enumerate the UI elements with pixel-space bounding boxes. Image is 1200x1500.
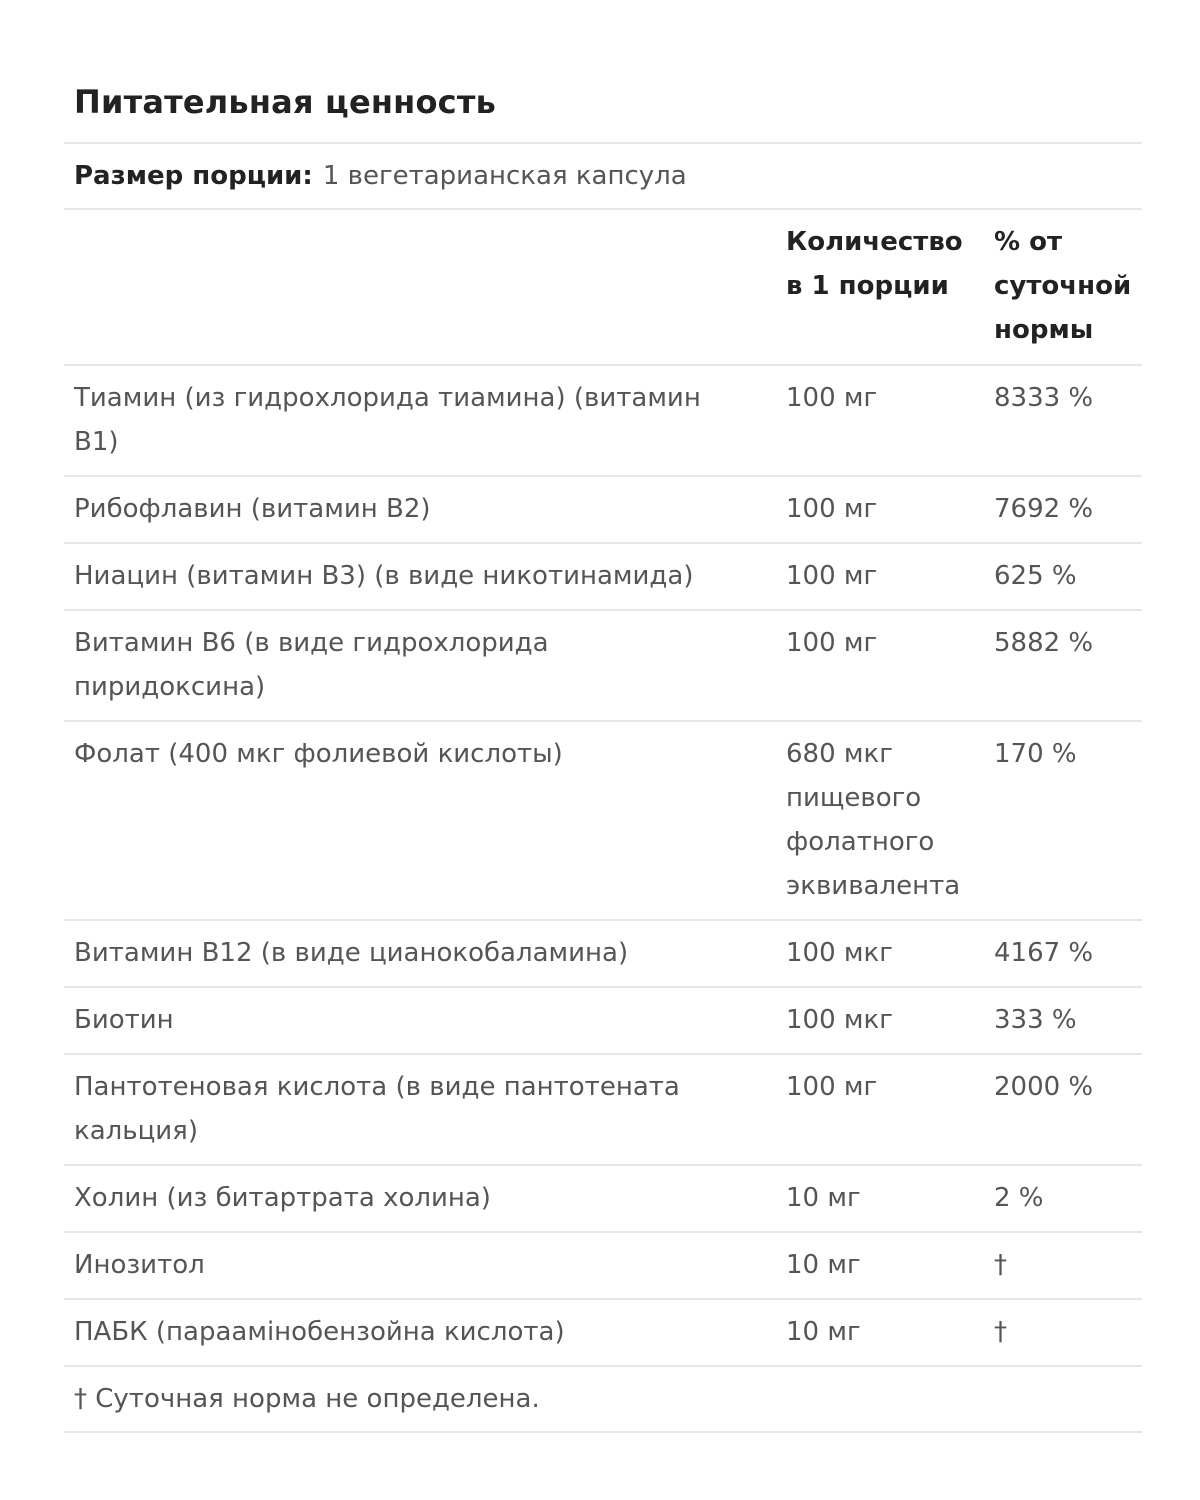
- ingredient-daily-value: 8333 %: [980, 365, 1142, 476]
- ingredient-amount: 100 мкг: [776, 920, 980, 987]
- ingredient-name: Витамин B12 (в виде цианокобаламина): [64, 920, 776, 987]
- nutrition-facts-panel: [64, 62, 1142, 1433]
- table-row: [64, 1165, 1142, 1232]
- ingredient-amount: 100 мг: [776, 365, 980, 476]
- ingredient-amount: 100 мкг: [776, 987, 980, 1054]
- table-row: [64, 543, 1142, 610]
- ingredient-amount: 100 мг: [776, 1054, 980, 1165]
- ingredient-amount: [776, 721, 980, 920]
- ingredient-amount: 100 мг: [776, 543, 980, 610]
- ingredient-amount-line: пищевого: [786, 783, 922, 813]
- ingredient-amount-line: 680 мкг: [786, 739, 893, 769]
- ingredient-daily-value: 625 %: [980, 543, 1142, 610]
- ingredient-name-line: кальция): [74, 1116, 198, 1146]
- table-row: [64, 721, 1142, 920]
- ingredient-amount: 100 мг: [776, 476, 980, 543]
- header-amount-line: Количество: [786, 227, 963, 257]
- table-row: [64, 1232, 1142, 1299]
- ingredient-daily-value: †: [980, 1232, 1142, 1299]
- ingredient-name-line: пиридоксина): [74, 672, 266, 702]
- ingredient-daily-value: 2 %: [980, 1165, 1142, 1232]
- ingredient-name: Рибофлавин (витамин B2): [64, 476, 776, 543]
- table-row: [64, 920, 1142, 987]
- header-ingredient: [64, 210, 776, 365]
- header-amount-line: в 1 порции: [786, 271, 949, 301]
- nutrition-table: [64, 210, 1142, 1367]
- serving-size-label: Размер порции:: [74, 161, 313, 191]
- ingredient-daily-value: †: [980, 1299, 1142, 1366]
- ingredient-name: Биотин: [64, 987, 776, 1054]
- panel-title: Питательная ценность: [74, 83, 497, 121]
- header-dv-line: нормы: [994, 315, 1094, 345]
- ingredient-amount: 10 мг: [776, 1165, 980, 1232]
- ingredient-name-line: Витамин B6 (в виде гидрохлорида: [74, 628, 549, 658]
- ingredient-daily-value: 2000 %: [980, 1054, 1142, 1165]
- ingredient-daily-value: 170 %: [980, 721, 1142, 920]
- header-dv-line: % от: [994, 227, 1063, 257]
- title-row: [64, 62, 1142, 144]
- ingredient-amount-line: эквивалента: [786, 871, 961, 901]
- ingredient-name: Ниацин (витамин B3) (в виде никотинамида): [64, 543, 776, 610]
- ingredient-amount: 10 мг: [776, 1299, 980, 1366]
- ingredient-name-line: Пантотеновая кислота (в виде пантотената: [74, 1072, 680, 1102]
- ingredient-amount-line: фолатного: [786, 827, 935, 857]
- header-amount: [776, 210, 980, 365]
- footnote: † Суточная норма не определена.: [64, 1367, 1142, 1433]
- table-row: [64, 1299, 1142, 1366]
- ingredient-name: [64, 1054, 776, 1165]
- table-row: [64, 476, 1142, 543]
- ingredient-daily-value: 333 %: [980, 987, 1142, 1054]
- table-row: [64, 610, 1142, 721]
- serving-size-value: 1 вегетарианская капсула: [322, 161, 687, 191]
- table-header-row: [64, 210, 1142, 365]
- ingredient-amount: 100 мг: [776, 610, 980, 721]
- ingredient-daily-value: 7692 %: [980, 476, 1142, 543]
- table-row: [64, 365, 1142, 476]
- ingredient-name: Холин (из битартрата холина): [64, 1165, 776, 1232]
- table-row: [64, 987, 1142, 1054]
- ingredient-name: [64, 610, 776, 721]
- ingredient-name-line: B1): [74, 427, 119, 457]
- ingredient-name: Фолат (400 мкг фолиевой кислоты): [64, 721, 776, 920]
- serving-size-row: [64, 144, 1142, 210]
- ingredient-daily-value: 4167 %: [980, 920, 1142, 987]
- ingredient-name: [64, 365, 776, 476]
- header-daily-value: [980, 210, 1142, 365]
- ingredient-daily-value: 5882 %: [980, 610, 1142, 721]
- ingredient-amount: 10 мг: [776, 1232, 980, 1299]
- ingredient-name: Инозитол: [64, 1232, 776, 1299]
- ingredient-name-line: Тиамин (из гидрохлорида тиамина) (витамин: [74, 383, 701, 413]
- table-row: [64, 1054, 1142, 1165]
- header-dv-line: суточной: [994, 271, 1132, 301]
- ingredient-name: ПАБК (параамінобензойна кислота): [64, 1299, 776, 1366]
